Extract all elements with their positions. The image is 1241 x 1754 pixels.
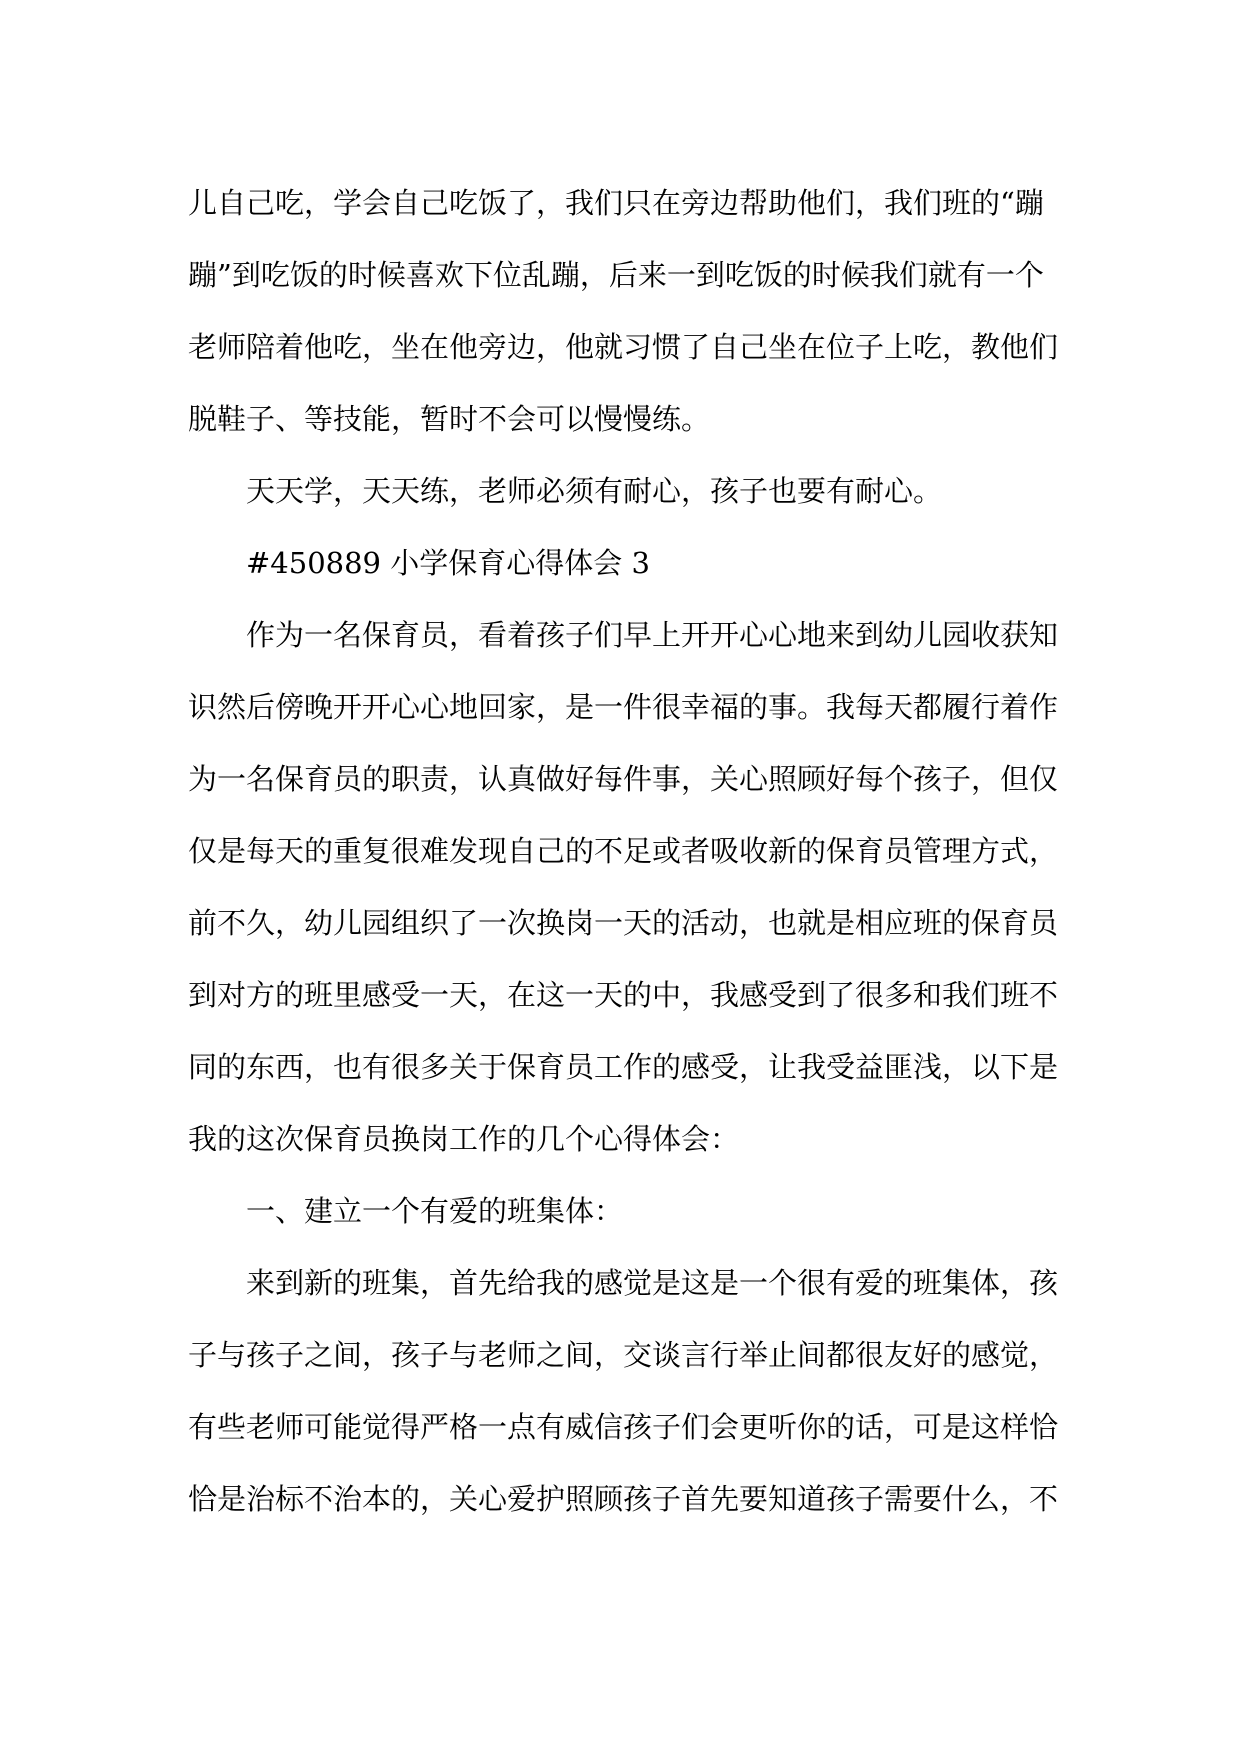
text-line: 蹦”到吃饭的时候喜欢下位乱蹦，后来一到吃饭的时候我们就有一个 — [188, 258, 1044, 292]
text-line: 同的东西，也有很多关于保育员工作的感受，让我受益匪浅，以下是 — [188, 1050, 1059, 1084]
text-line: 老师陪着他吃，坐在他旁边，他就习惯了自己坐在位子上吃，教他们 — [188, 330, 1059, 364]
text-line: 我的这次保育员换岗工作的几个心得体会： — [188, 1122, 740, 1156]
text-line: 仅是每天的重复很难发现自己的不足或者吸收新的保育员管理方式， — [188, 834, 1059, 868]
text-line: 儿自己吃，学会自己吃饭了，我们只在旁边帮助他们，我们班的“蹦 — [188, 186, 1044, 220]
text-line: 识然后傍晚开开心心地回家，是一件很幸福的事。我每天都履行着作 — [188, 690, 1059, 724]
text-line: 为一名保育员的职责，认真做好每件事，关心照顾好每个孩子，但仅 — [188, 762, 1059, 796]
text-line: 脱鞋子、等技能，暂时不会可以慢慢练。 — [188, 402, 711, 436]
text-line: 作为一名保育员，看着孩子们早上开开心心地来到幼儿园收获知 — [246, 618, 1059, 652]
section-heading: #450889 小学保育心得体会 3 — [246, 546, 650, 580]
text-line: 恰是治标不治本的，关心爱护照顾孩子首先要知道孩子需要什么，不 — [188, 1482, 1059, 1516]
text-line: 天天学，天天练，老师必须有耐心，孩子也要有耐心。 — [246, 474, 943, 508]
text-line: 到对方的班里感受一天，在这一天的中，我感受到了很多和我们班不 — [188, 978, 1059, 1012]
text-line: 来到新的班集，首先给我的感觉是这是一个很有爱的班集体，孩 — [246, 1266, 1059, 1300]
text-line: 有些老师可能觉得严格一点有威信孩子们会更听你的话，可是这样恰 — [188, 1410, 1059, 1444]
text-line: 前不久，幼儿园组织了一次换岗一天的活动，也就是相应班的保育员 — [188, 906, 1059, 940]
subheading: 一、建立一个有爱的班集体： — [246, 1194, 624, 1228]
text-line: 子与孩子之间，孩子与老师之间，交谈言行举止间都很友好的感觉， — [188, 1338, 1059, 1372]
